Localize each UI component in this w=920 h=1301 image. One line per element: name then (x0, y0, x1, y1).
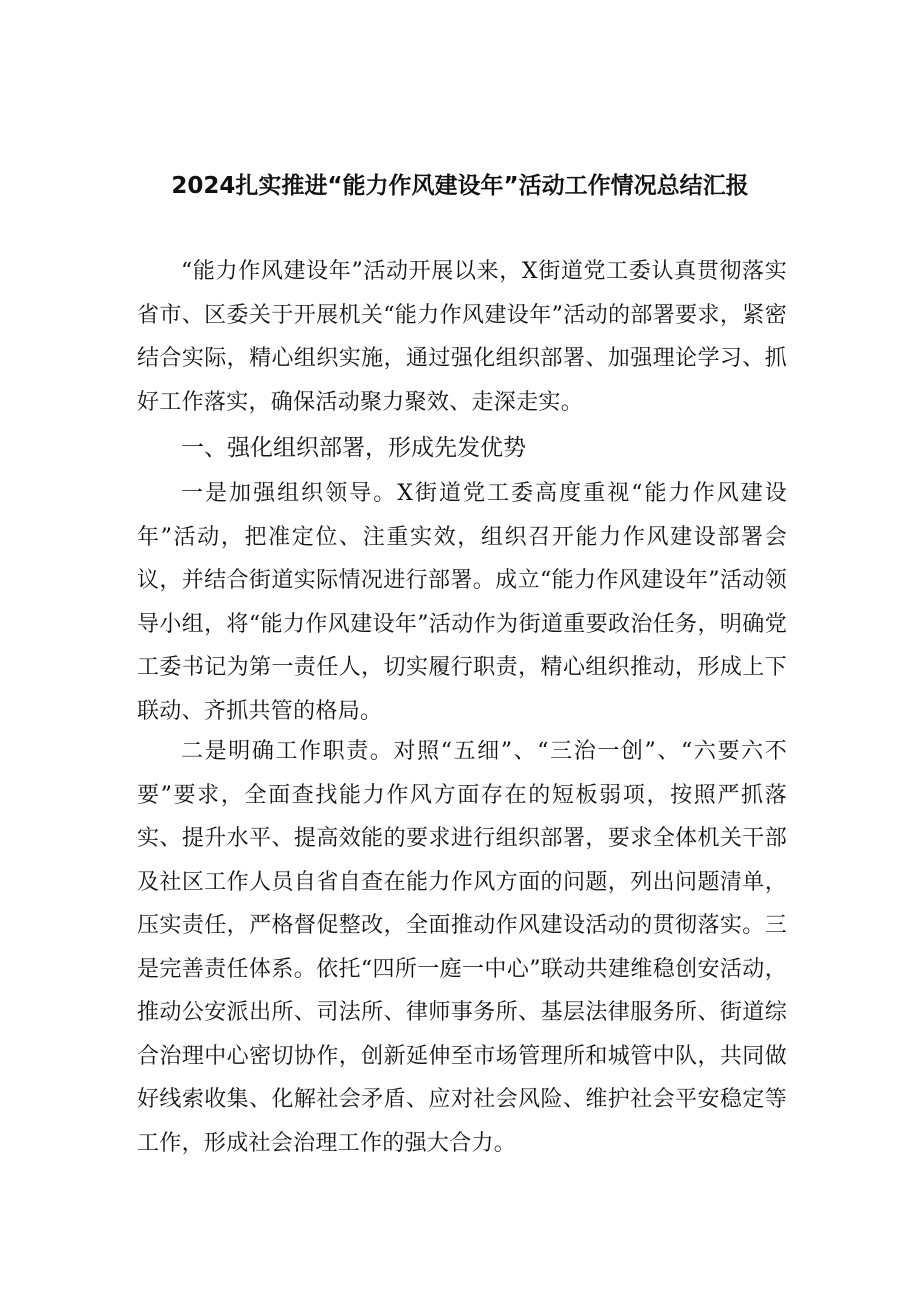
section-heading-1: 一、强化组织部署，形成先发优势 (181, 435, 526, 461)
document-title: 2024扎实推进“能力作风建设年”活动工作情况总结汇报 (171, 173, 749, 199)
section1-paragraph-2: 二是明确工作职责。对照“五细”、“三治一创”、“六要六不要”要求，全面查找能力作风方面存在的短板弱项，按照严抓落实、提升水平、提高效能的要求进行组织部署，要求全体机关干部及社区工作人员自省自查在能力作风方面的问题，列出问题清单，压实责任，严格督促整改，全面推动作风建设活动的贯彻落实。三是完善责任体系。依托“四所一庭一中心”联动共建维稳创安活动，推动公安派出所、司法所、律师事务所、基层法律服务所、街道综合治理中心密切协作，创新延伸至市场管理所和城管中队，共同做好线索收集、化解社会矛盾、应对社会风险、维护社会平安稳定等工作，形成社会治理工作的强大合力。 (137, 739, 787, 1156)
intro-paragraph: “能力作风建设年”活动开展以来，X街道党工委认真贯彻落实省市、区委关于开展机关“能力作风建设年”活动的部署要求，紧密结合实际，精心组织实施，通过强化组织部署、加强理论学习、抓好工作落实，确保活动聚力聚效、走深走实。 (137, 259, 787, 415)
section1-paragraph-1: 一是加强组织领导。X街道党工委高度重视“能力作风建设年”活动，把准定位、注重实效，组织召开能力作风建设部署会议，并结合街道实际情况进行部署。成立“能力作风建设年”活动领导小组，将“能力作风建设年”活动作为街道重要政治任务，明确党工委书记为第一责任人，切实履行职责，精心组织推动，形成上下联动、齐抓共管的格局。 (137, 481, 787, 724)
